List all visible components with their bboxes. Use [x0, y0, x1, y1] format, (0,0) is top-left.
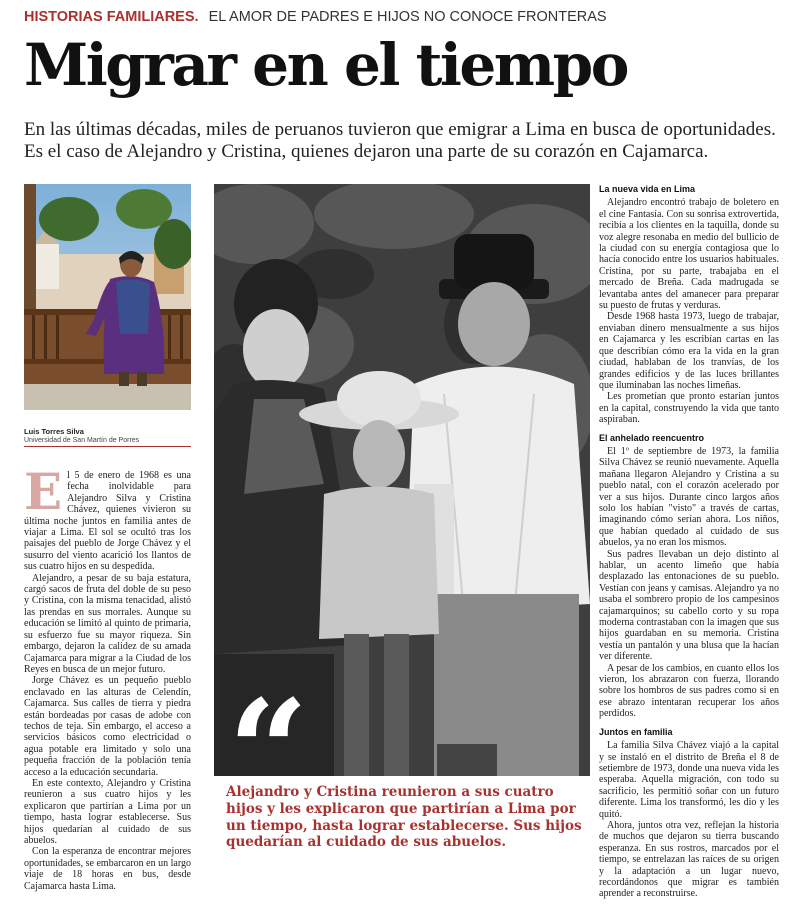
- section-heading: Juntos en familia: [599, 726, 673, 737]
- section-reunion: [599, 433, 779, 720]
- author-name: Luis Torres Silva: [24, 427, 84, 436]
- byline-divider: [24, 446, 191, 447]
- pull-quote: Alejandro y Cristina reunieron a sus cuatro hijos y les explicaron que partirían a Lima por un tiempo, hasta lograr establecerse. Sus hijos quedarían al cuidado de sus abuelos.: [226, 784, 582, 851]
- paragraph: Les prometían que pronto estarían juntos en la capital, construyendo la vida que tanto aspiraban.: [599, 391, 779, 426]
- byline: [24, 427, 139, 444]
- paragraph: En este contexto, Alejandro y Cristina reunieron a sus cuatro hijos y les explicaron que partirían a Lima por un tiempo, hasta lograr establecerse. Sus hijos quedarían al cuidado de sus abuelos.: [24, 777, 191, 846]
- paragraph: Ahora, juntos otra vez, reflejan la historia de muchos que dejaron su tierra buscando esperanza. En sus rostros, marcados por el tiempo, se entrelazan las raíces de su origen y la adaptación a un lugar nuevo, recordándonos que migrar es también aprender a reconstruirse.: [599, 819, 779, 900]
- paragraph: Jorge Chávez es un pequeño pueblo enclavado en las alturas de Celendín, Cajamarca. Sus calles de tierra y piedra están bordeadas por casas de adobe con techos de teja. Sin embargo, el acceso a servicios básicos como electricidad o agua potable era limitado y solo una pequeña fracción de la población tenía acceso a la educación secundaria.: [24, 675, 191, 778]
- paragraph: Alejandro encontró trabajo de boletero en el cine Fantasía. Con su sonrisa extrovertida, recibía a los clientes en la taquilla, donde su voz alegre resonaba en medio del bullicio de la ciudad con su energía contagiosa que lo hacía conocido entre los usuarios habituales. Cristina, por su parte, trabajaba en el mercado de Breña. Cada madrugada se levantaba antes del amanecer para preparar su puesto de frutas y verduras.: [599, 197, 779, 312]
- deck: En las últimas décadas, miles de peruanos tuvieron que emigrar a Lima en busca de oportunidades. Es el caso de Alejandro y Cristina, quienes dejaron una parte de su corazón en Cajamarca.: [24, 119, 776, 162]
- paragraph: A pesar de los cambios, en cuanto ellos los vieron, los abrazaron con fuerza, llorando sobre los hombros de sus padres como si en ese abrazo intentaran recuperar los años perdidos.: [599, 662, 779, 720]
- paragraph: Desde 1968 hasta 1973, luego de trabajar, enviaban dinero mensualmente a sus hijos en Cajamarca y les escribían cartas en las que describían cómo era la vida en la gran ciudad, hablaban de los tranvías, de los grandes edificios y de las luces brillantes que iluminaban las noches limeñas.: [599, 311, 779, 391]
- paragraph: Con la esperanza de encontrar mejores oportunidades, se embarcaron en un largo viaje de 18 horas en bus, desde Cajamarca hasta Lima.: [24, 846, 191, 892]
- right-column: [599, 184, 779, 907]
- kicker: [24, 9, 607, 25]
- section-new-life: [599, 184, 779, 426]
- section-together: [599, 727, 779, 900]
- left-column: [24, 462, 191, 892]
- quote-marks: “: [228, 670, 309, 834]
- dropcap: E: [24, 462, 63, 521]
- section-label: HISTORIAS FAMILIARES.: [24, 9, 199, 25]
- headline: Migrar en el tiempo: [24, 31, 627, 99]
- paragraph: El 1º de septiembre de 1973, la familia Silva Chávez se reunió nuevamente. Aquella mañana llegaron Alejandro y Cristina a su pueblo natal, con el corazón acelerado por ver a sus hijos. Durante cinco largos años solo los habían "visto" a través de cartas, imaginando cómo serían ahora. Los niños, que habían quedado al cuidado de sus abuelos, ya no eran los mismos.: [599, 445, 779, 549]
- author-institution: Universidad de San Martín de Porres: [24, 437, 140, 444]
- section-heading: La nueva vida en Lima: [599, 184, 696, 194]
- tagline: EL AMOR DE PADRES E HIJOS NO CONOCE FRONTERAS: [208, 9, 607, 25]
- paragraph: Sus padres llevaban un dejo distinto al hablar, un acento limeño que había desplazado las entonaciones de su pueblo. Vestían con jeans y camisas. Alejandro ya no usaba el sombrero propio de los campesinos cajamarquinos; su cabello corto y su ropa moderna contrastaban con la imagen que sus hijos guardaban en su memoria. Cristina vestía un pantalón y una blusa que la hacían ver diferente.: [599, 548, 779, 663]
- plaza-photo: [24, 184, 191, 410]
- section-heading: El anhelado reencuentro: [599, 432, 705, 443]
- paragraph: La familia Silva Chávez viajó a la capital y se instaló en el distrito de Breña el 8 de setiembre de 1973, donde una nueva vida les esperaba. Aquella migración, con todo su sacrificio, les permitió soñar con un futuro diferente. Lima los transformó, les dio y les quitó.: [599, 740, 779, 820]
- paragraph: El 5 de enero de 1968 es una fecha inolvidable para Alejandro Silva y Cristina Chávez, quienes vivieron su última noche juntos en familia antes de viajar a Lima. El sol se ocultó tras los paisajes del pueblo de Jorge Chávez y el susurro del viento acarició los llantos de sus cuatro hijos en su despedida.: [24, 462, 191, 573]
- paragraph: Alejandro, a pesar de su baja estatura, cargó sacos de fruta del doble de su peso y Cristina, con la misma tenacidad, alistó las prendas en sus morrales. Aunque su educación se limitó al quinto de primaria, su esfuerzo fue su mayor riqueza. Sin embargo, dejaron la calidez de su amada Cajamarca para migrar a la Ciudad de los Reyes en busca de un mejor futuro.: [24, 572, 191, 675]
